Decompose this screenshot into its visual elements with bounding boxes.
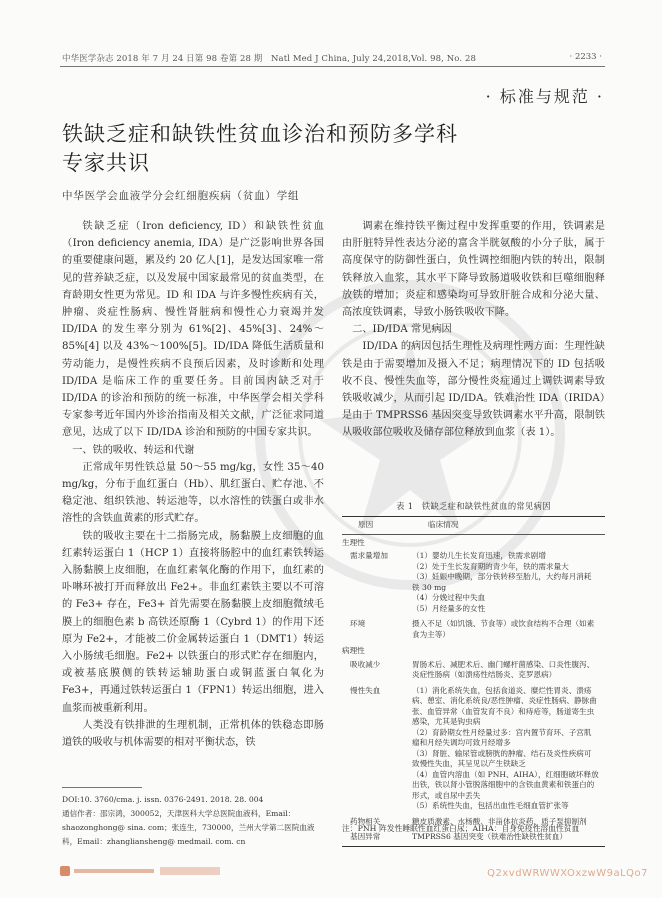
row-detail: （1）消化系统失血，包括食道炎、糜烂性胃炎、溃疡病、憩室、消化系统良/恶性肿瘤、炎症性肠病、静脉曲张、血管异常（血管发育不良）和痔疮等，肠道寄生虫感染，尤其是钩虫病 （2）育龄期女性月经量过多：宫内置节育环、子宫肌瘤和月经失调均可致月经增多 （3）肾脏、输尿管或膀胱的肿瘤、结石及炎性疾病可致慢性失血，其呈见以产生铁缺乏 （4）血管内溶血（如 PNH、AIHA），红细胞破坏释放出铁，铁以肾小管脱落细胞中的含铁血黄素和铁蛋白的形式，或自尿中丢失 （5）系统性失血，包括出血性毛细血管扩张等 [412, 685, 599, 810]
intro-paragraph: 铁缺乏症（Iron deficiency, ID）和缺铁性贫血（Iron deficiency anemia, IDA）是广泛影响世界各国的重要健康问题，累及约 20 亿人[1]，是发达国家唯一常见的营养缺乏症，以及发展中国家最常见的贫血类型，在育龄期女性更为常见。ID 和 IDA 与许多慢性疾病有关，肿瘤、炎症性肠病、慢性肾脏病和慢性心力衰竭并发 ID/IDA 的发生率分别为 61%[2]、45%[3]、24%～85%[4] 以及 43%～100%[5]。ID/IDA 降低生活质量和劳动能力，是慢性疾病不良预后因素，及时诊断和处理 ID/IDA 是临床工作的重要任务。目前国内缺乏对于 ID/IDA 的诊治和预防的统一标准，中华医学会相关学科专家参考近年国内外诊治指南及相关文献，广泛征求同道意见，达成了以下 ID/IDA 诊治和预防的中国专家共识。 [62, 221, 324, 439]
footnote-divider [62, 787, 142, 788]
header-cause: 原因 [358, 520, 374, 529]
paragraph-hepcidin: 调素在维持铁平衡过程中发挥重要的作用，铁调素是由肝脏特异性表达分泌的富含半胱氨酸的小分子肽，属于高度保守的防御性蛋白，负性调控细胞内铁的转出，限制铁释放入血浆，其水平下降导致肠道吸收铁和巨噬细胞释放铁的增加；炎症和感染均可导致肝脏合成和分泌大量、高浓度铁调素，导致小肠铁吸收下降。 [342, 221, 605, 319]
row-cause: 慢性失血 [350, 685, 381, 695]
paragraph-iron-absorption: 铁的吸收主要在十二指肠完成，肠黏膜上皮细胞的血红素转运蛋白 1（HCP 1）直接将肠腔中的血红素铁转运入肠黏膜上皮细胞，在血红素氧化酶的作用下，血红素的卟啉环被打开而释放出 Fe2+。非血红素铁主要以不可溶的 Fe3+ 存在，Fe3+ 首先需要在肠黏膜上皮细胞微绒毛膜上的细胞色素 b 高铁还原酶 1（Cybrd 1）的作用下还原为 Fe2+，才能被二价金属转运蛋白 1（DMT1）转运入小肠绒毛细胞。Fe2+ 以铁蛋白的形式贮存在细胞内，或被基底膜侧的铁转运辅助蛋白或铜蓝蛋白氧化为 Fe3+，再通过铁转运蛋白 1（FPN1）转运出细胞，进入血浆而被重新利用。 [62, 530, 324, 714]
header-clinical: 临床情况 [428, 520, 459, 529]
download-watermark: Q2xvdWRWWXOxzwW9aLQo7 [487, 868, 648, 879]
table-row [342, 617, 605, 643]
section-heading-1: 一、铁的吸收、转运和代谢 [72, 444, 195, 456]
paragraph-causes: ID/IDA 的病因包括生理性及病理性两方面：生理性缺铁是由于需要增加及摄入不足；病理情况下的 ID 包括吸收不良、慢性失血等，部分慢性炎症通过上调铁调素导致铁吸收减少，从而引起 ID/IDA。铁难治性 IDA（IRIDA）是由于 TMPRSS6 基因突变导致铁调素水平升高，限制铁从吸收部位吸收及储存部位释放到血浆（表 1）。 [342, 341, 605, 439]
row-cause: 药物相关 [350, 816, 381, 826]
row-detail: 糖皮质激素、水杨酸、非甾体抗炎药、质子泵抑制剂 [412, 816, 587, 826]
page-number: · 2233 · [569, 52, 602, 62]
footnote [62, 793, 324, 849]
table-bottom-rule [342, 846, 605, 847]
doi-text: DOI:10. 3760/cma. j. issn. 0376-2491. 2018. 28. 004 [62, 795, 264, 804]
table-row [342, 658, 605, 684]
paragraph-iron-total: 正常成年男性铁总量 50～55 mg/kg，女性 35～40 mg/kg，分布于血红蛋白（Hb）、肌红蛋白、贮存池、不稳定池、组织铁池、转运池等，以水溶性的铁蛋白或非水溶性的含铁血黄素的形式贮存。 [62, 461, 324, 525]
paragraph-iron-homeostasis: 人类没有铁排泄的生理机制，正常机体的铁稳态即肠道铁的吸收与机体需要的相对平衡状态，铁 [62, 719, 324, 749]
table-row [342, 684, 605, 815]
running-header-left: 中华医学杂志 2018 年 7 月 24 日第 98 卷第 28 期 Natl Med J China, July 24,2018,Vol. 98, No. 28 [62, 54, 476, 64]
article-title [62, 120, 542, 178]
left-column [62, 218, 324, 751]
table-header-row [342, 517, 605, 534]
row-cause: 环境 [350, 619, 366, 628]
row-detail: 摄入不足（如饥饿、节食等）或饮食结构不合理（如素食为主等） [412, 619, 595, 639]
publisher-logo [60, 864, 240, 878]
header-divider [60, 66, 605, 67]
table-group-pathological: 病理性 [342, 646, 365, 655]
section-heading-2: 二、ID/IDA 常见病因 [352, 324, 452, 336]
author-line: 中华医学会血液学分会红细胞疾病（贫血）学组 [62, 190, 300, 202]
table-group-physiological: 生理性 [342, 537, 365, 547]
row-cause: 基因异常 [350, 832, 381, 841]
table-note: 注：PNH 阵发性睡眠性血红蛋白尿；AIHA：自身免疫性溶血性贫血 [342, 824, 580, 833]
right-column [342, 218, 605, 442]
section-tag: · 标准与规范 · [485, 87, 604, 106]
row-cause: 吸收减少 [350, 659, 381, 669]
title-line-2: 专家共识 [62, 151, 150, 175]
title-line-1: 铁缺乏症和缺铁性贫血诊治和预防多学科 [62, 122, 458, 146]
causes-table [342, 516, 605, 847]
corresponding-author: 通信作者：邵宗鸿，300052，天津医科大学总医院血液科，Email：shaozonghong@ sina. com；张连生，730000，兰州大学第二医院血液科，Email：zhangliansheng@ medmail. com. cn [62, 809, 315, 846]
row-cause: 需求量增加 [350, 551, 388, 560]
table-title: 表 1 铁缺乏症和缺铁性贫血的常见病因 [396, 501, 551, 511]
row-detail: （1）婴幼儿生长发育迅速，铁需求剧增 （2）处于生长发育期的青少年，铁的需求量大 （3）妊娠中晚期，部分铁转移至胎儿，大约每月消耗铁 30 mg （4）分娩过程中失血 （5）月经量多的女性 [412, 551, 592, 613]
table-row [342, 549, 605, 617]
row-detail: TMPRSS6 基因突变（铁难治性缺铁性贫血） [412, 832, 568, 841]
row-detail: 胃肠术后、减肥术后、幽门螺杆菌感染、口炎性腹泻、炎症性肠病（如溃疡性结肠炎、克罗恩病） [412, 659, 595, 679]
